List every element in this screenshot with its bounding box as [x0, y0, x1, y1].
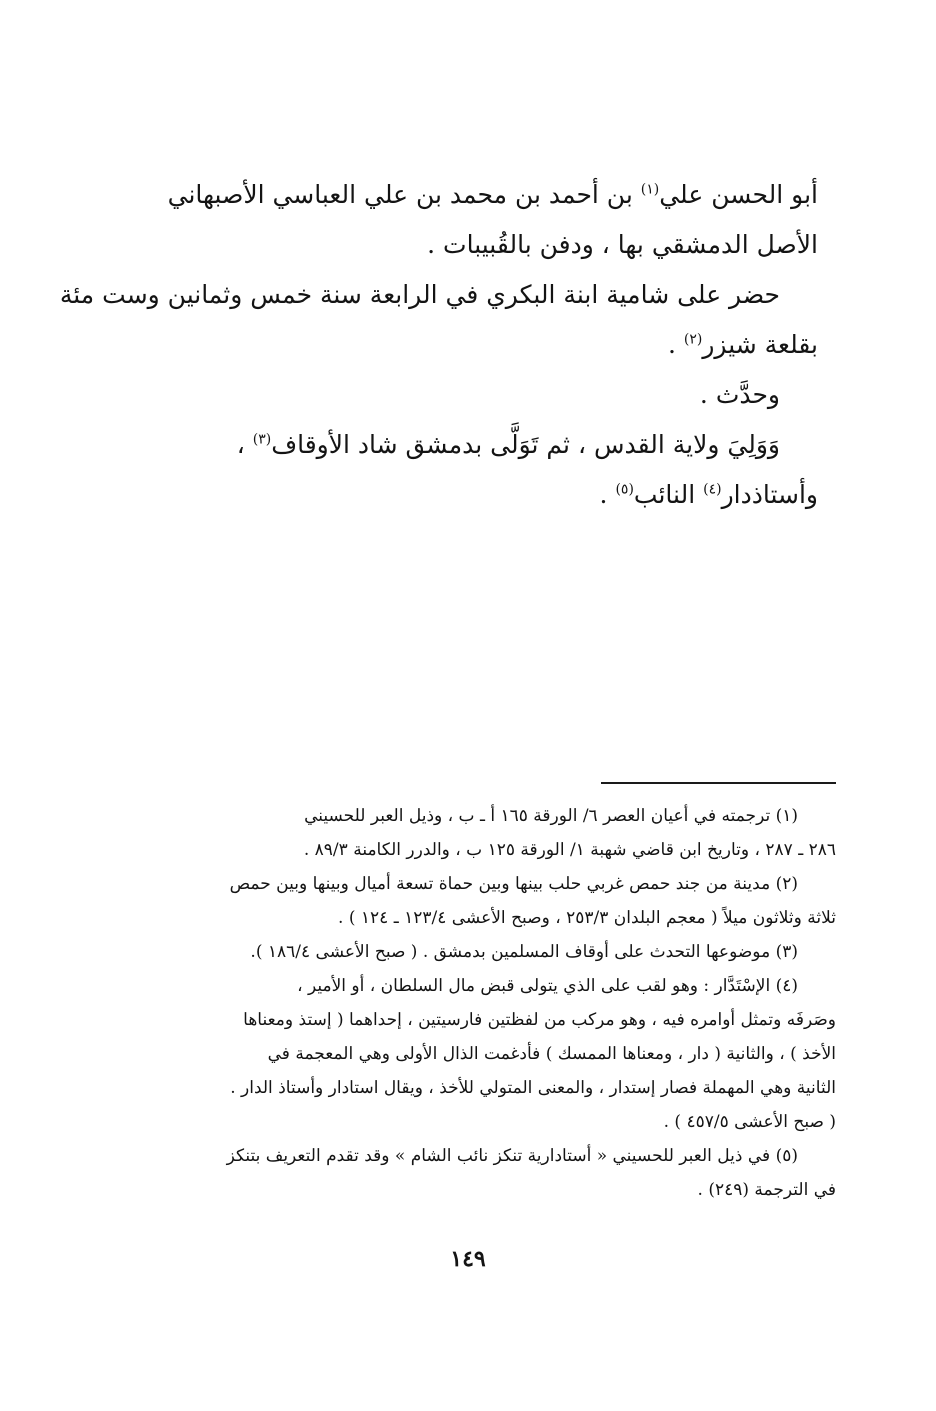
line-text: بقلعة شيزر	[702, 330, 818, 359]
main-line	[138, 180, 818, 230]
footnote-line: وصَرفَه وتمثل أوامره فيه ، وهو مركب من لفظتين فارسيتين ، إحداهما ( إستذ ومعناها	[243, 1010, 836, 1030]
footnote-ref: (١)	[640, 181, 660, 198]
line-text: النائب	[633, 480, 704, 509]
footnotes	[136, 805, 836, 1213]
line-text: الأصل الدمشقي بها ، ودفن بالقُبيبات .	[427, 230, 818, 259]
main-line	[138, 380, 818, 430]
footnote-ref: (٥)	[615, 481, 634, 498]
line-text: .	[599, 480, 616, 509]
line-text: حضر على شامية ابنة البكري في الرابعة سنة خمس وثمانين وست مئة	[59, 280, 780, 309]
footnote-ref: (٢)	[683, 331, 703, 348]
footnote-line: ٢٨٦ ـ ٢٨٧ ، وتاريخ ابن قاضي شهبة ١/ الورقة ١٢٥ ب ، والدرر الكامنة ٨٩/٣ .	[303, 840, 836, 860]
footnote-line: ثلاثة وثلاثون ميلاً ( معجم البلدان ٢٥٣/٣ ، وصبح الأعشى ١٢٣/٤ ـ ١٢٤ ) .	[338, 908, 836, 928]
footnote-ref: (٤)	[703, 481, 722, 498]
footnote-line: الأخذ ) ، والثانية ( دار ، ومعناها الممسك ) فأدغمت الذال الأولى وهي المعجمة في	[267, 1044, 836, 1064]
footnote-line: (٥) في ذيل العبر للحسيني « أستادارية تنكز نائب الشام » وقد تقدم التعريف بتنكز	[226, 1146, 798, 1166]
footnote-line: (٣) موضوعها التحدث على أوقاف المسلمين بدمشق . ( صبح الأعشى ١٨٦/٤ ).	[250, 942, 798, 962]
line-text: وَوَلِيَ ولاية القدس ، ثم تَوَلَّى بدمشق شاد الأوقاف	[271, 430, 780, 459]
line-text: أبو الحسن علي	[659, 180, 818, 209]
main-line	[138, 480, 818, 530]
main-line	[138, 330, 818, 380]
footnote-separator	[601, 782, 836, 784]
main-line	[59, 280, 818, 330]
line-text: بن أحمد بن محمد بن علي العباسي الأصبهاني	[167, 180, 641, 209]
main-line	[138, 430, 818, 480]
footnote-ref: (٣)	[252, 431, 272, 448]
line-text: ،	[236, 430, 253, 459]
main-line	[138, 230, 818, 280]
line-text: وحدَّث .	[699, 380, 780, 409]
line-text: .	[667, 330, 684, 359]
footnote-line: في الترجمة (٢٤٩) .	[697, 1180, 836, 1200]
line-text: وأستاذدار	[721, 480, 818, 509]
footnote-line: (٢) مدينة من جند حمص غربي حلب بينها وبين حماة تسعة أميال وبينها وبين حمص	[229, 874, 798, 894]
main-text	[59, 180, 818, 530]
footnote-line: (٤) الإسْتَدَّار : وهو لقب على الذي يتولى قبض مال السلطان ، أو الأمير ،	[297, 976, 798, 996]
footnote-line: ( صبح الأعشى ٤٥٧/٥ ) .	[663, 1112, 836, 1132]
footnote-line: (١) ترجمته في أعيان العصر ٦/ الورقة ١٦٥ أ ـ ب ، وذيل العبر للحسيني	[304, 806, 798, 826]
footnote-line: الثانية وهي المهملة فصار إستدار ، والمعنى المتولي للأخذ ، ويقال استادار وأستاذ الدار .	[230, 1078, 836, 1098]
page-number: ١٤٩	[450, 1246, 486, 1272]
